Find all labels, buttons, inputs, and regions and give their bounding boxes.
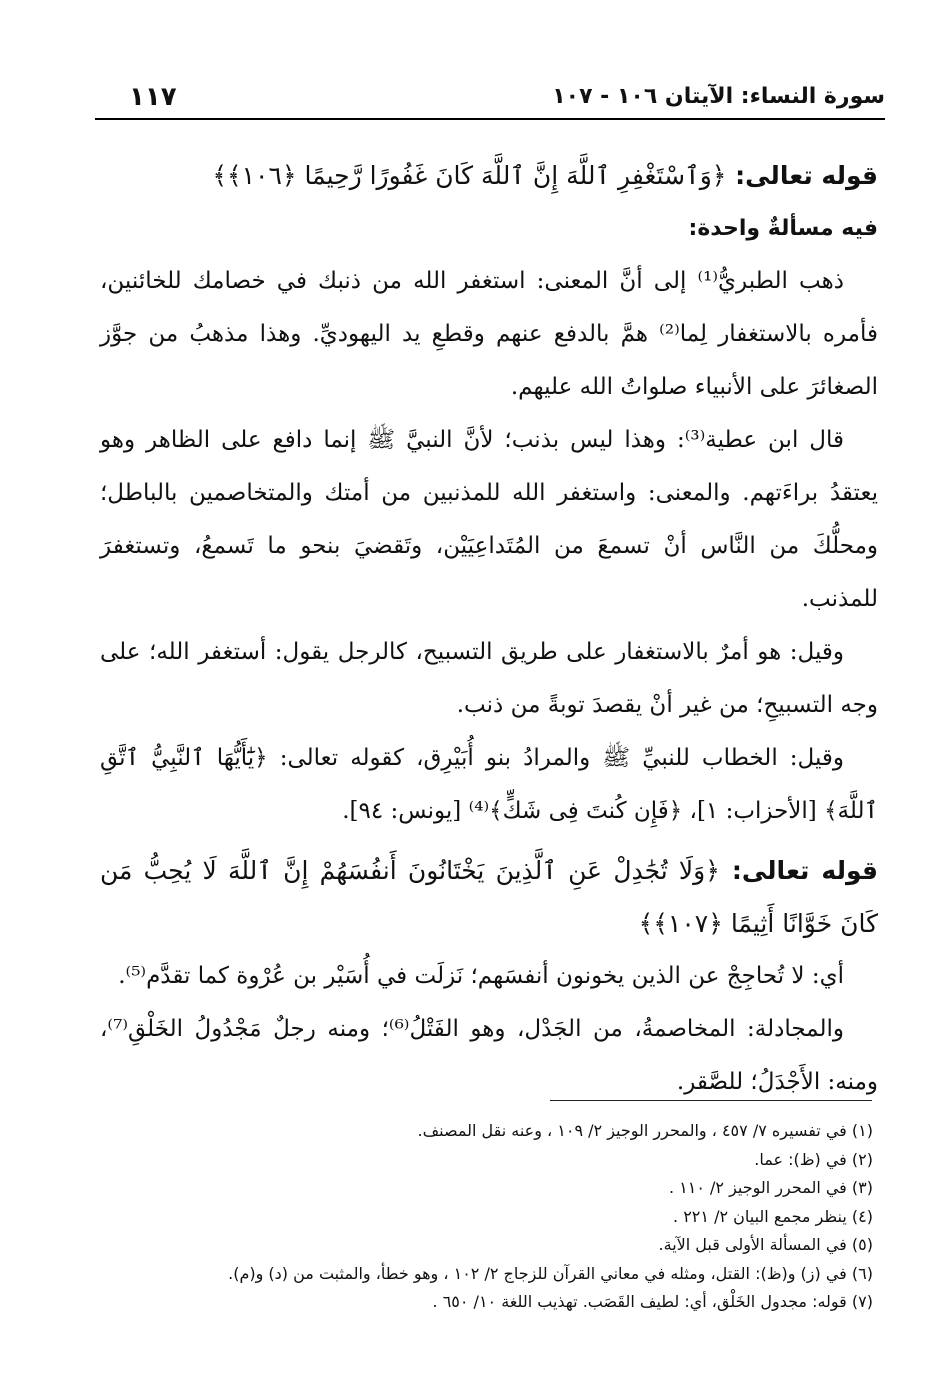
verse-heading-106 [100, 149, 878, 202]
paragraph-tasbih: وقيل: هو أمرٌ بالاستغفار على طريق التسبيح، كالرجل يقول: أستغفر الله؛ على وجه التسبيحِ؛ من غير أنْ يقصدَ توبةً من ذنب. [100, 639, 878, 718]
main-text [100, 145, 878, 1109]
footnote-7: (٧) قوله: مجدول الخَلْق، أي: لطيف القَصَب. تهذيب اللغة ١٠/ ٦٥٠ . [432, 1292, 873, 1311]
footnote-3: (٣) في المحرر الوجيز ٢/ ١١٠ . [668, 1178, 873, 1197]
quran-verse: ﴿وَلَا تُجَٰدِلْ عَنِ ٱلَّذِينَ يَخْتَانُونَ أَنفُسَهُمْ إِنَّ ٱللَّهَ لَا يُحِبُّ مَن كَانَ خَوَّانًا أَثِيمًا ﴿١٠٧﴾﴾ [100, 856, 878, 938]
footnote-4: (٤) ينظر مجمع البيان ٢/ ٢٢١ . [673, 1206, 873, 1226]
footnote-divider [550, 1100, 872, 1101]
paragraph-khitab: وقيل: الخطاب للنبيِّ ﷺ والمرادُ بنو أُبَيْرِق، كقوله تعالى: ﴿يَٰٓأَيُّهَا ٱلنَّبِيُّ ٱتَّقِ ٱللَّهَ﴾ [الأحزاب: ١]، ﴿فَإِن كُنتَ فِى شَكٍّ﴾⁽⁴⁾ [يونس: ٩٤]. [100, 745, 878, 824]
verse-heading-107 [100, 844, 878, 950]
footnotes [108, 1117, 873, 1317]
running-title: سورة النساء: الآيتان ١٠٦ - ١٠٧ [552, 84, 885, 109]
paragraph-tabari: ذهب الطبريُّ⁽¹⁾ إلى أنَّ المعنى: استغفر الله من ذنبك في خصامك للخائنين، فأمره بالاستغفار لِما⁽²⁾ همَّ بالدفع عنهم وقطعِ يد اليهوديِّ. وهذا مذهبُ من جوَّز الصغائرَ على الأنبياء صلواتُ الله عليهم. [100, 268, 878, 400]
page-number: ١١٧ [129, 82, 177, 112]
verse-label: قوله تعالى: [735, 161, 878, 190]
issue-heading: فيه مسألةٌ واحدة: [688, 216, 878, 241]
header-divider [95, 118, 885, 120]
paragraph-tafsir: أي: لا تُحاجِجْ عن الذين يخونون أنفسَهم؛ نَزلَت في أُسَيْر بن عُرْوة كما تقدَّم⁽⁵⁾. [118, 963, 844, 989]
footnote-6: (٦) في (ز) و(ظ): القتل، ومثله في معاني القرآن للزجاج ٢/ ١٠٢ ، وهو خطأ، والمثبت من (د) و(م). [228, 1263, 873, 1283]
verse-label: قوله تعالى: [731, 856, 878, 885]
footnote-1: (١) في تفسيره ٧/ ٤٥٧ ، والمحرر الوجيز ٢/ ١٠٩ ، وعنه نقل المصنف. [417, 1121, 873, 1140]
paragraph-mujadala: والمجادلة: المخاصمةُ، من الجَدْل، وهو الفَتْلُ⁽⁶⁾؛ ومنه رجلٌ مَجْدُولُ الخَلْقِ⁽⁷⁾، ومنه: الأَجْدَلُ؛ للصَّقر. [100, 1016, 878, 1095]
footnote-2: (٢) في (ظ): عما. [754, 1149, 873, 1169]
paragraph-ibn-atiyya: قال ابن عطية⁽³⁾: وهذا ليس بذنب؛ لأنَّ النبيَّ ﷺ إنما دافع على الظاهر وهو يعتقدُ براءَتهم. والمعنى: واستغفر الله للمذنبين من أمتك والمتخاصمين بالباطل؛ ومحلُّكَ من النَّاس أنْ تسمعَ من المُتَداعِيَيْن، وتَقضيَ بنحو ما تَسمعُ، وتستغفرَ للمذنب. [100, 427, 878, 612]
footnote-5: (٥) في المسألة الأولى قبل الآية. [658, 1235, 873, 1254]
quran-verse: ﴿وَٱسْتَغْفِرِ ٱللَّهَ إِنَّ ٱللَّهَ كَانَ غَفُورًا رَّحِيمًا ﴿١٠٦﴾﴾ [212, 161, 727, 190]
page-header [95, 74, 885, 122]
